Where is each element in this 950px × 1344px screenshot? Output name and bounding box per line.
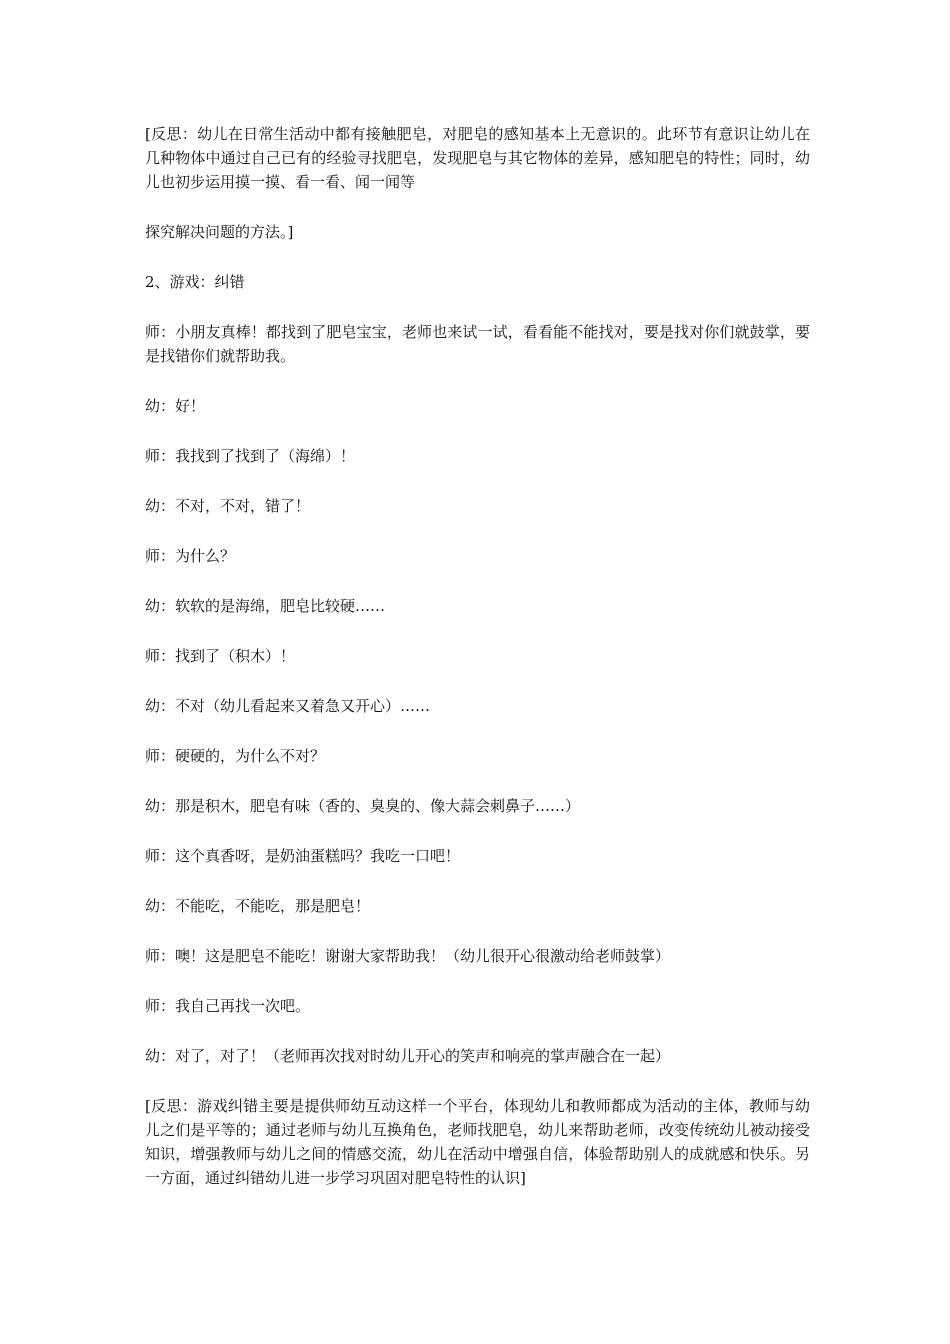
- reflection-paragraph-1: [反思：幼儿在日常生活动中都有接触肥皂，对肥皂的感知基本上无意识的。此环节有意识让幼儿在几种物体中通过自己已有的经验寻找肥皂，发现肥皂与其它物体的差异，感知肥皂的特性；同时，幼儿也初步运用摸一摸、看一看、闻一闻等: [145, 125, 810, 191]
- dialogue-line: 师：小朋友真棒！都找到了肥皂宝宝，老师也来试一试，看看能不能找对，要是找对你们就鼓掌，要是找错你们就帮助我。: [145, 323, 810, 365]
- dialogue-line: 幼：不能吃，不能吃，那是肥皂！: [145, 897, 371, 915]
- dialogue-line: 师：噢！这是肥皂不能吃！谢谢大家帮助我！（幼儿很开心很激动给老师鼓掌）: [145, 947, 671, 965]
- dialogue-line: 师：找到了（积木）！: [145, 647, 296, 665]
- dialogue-line: 师：我找到了找到了（海绵）！: [145, 447, 356, 465]
- document-body: [145, 122, 810, 1216]
- dialogue-line: 师：我自己再找一次吧。: [145, 997, 311, 1015]
- dialogue-line: 幼：好！: [145, 397, 206, 415]
- dialogue-line: 师：为什么？: [145, 547, 236, 565]
- dialogue-line: 幼：那是积木，肥皂有味（香的、臭臭的、像大蒜会刺鼻子……）: [145, 797, 581, 815]
- dialogue-line: 幼：不对，不对，错了！: [145, 497, 311, 515]
- dialogue-line: 师：硬硬的，为什么不对？: [145, 747, 326, 765]
- dialogue-line: 师：这个真香呀，是奶油蛋糕吗？我吃一口吧！: [145, 847, 461, 865]
- reflection-paragraph-1-end: 探究解决问题的方法。]: [145, 223, 294, 241]
- dialogue-line: 幼：不对（幼儿看起来又着急又开心）……: [145, 697, 431, 715]
- dialogue-line: 幼：软软的是海绵，肥皂比较硬……: [145, 597, 386, 615]
- section-heading-game: 2、游戏：纠错: [145, 273, 245, 291]
- reflection-paragraph-2: [反思：游戏纠错主要是提供师幼互动这样一个平台，体现幼儿和教师都成为活动的主体，教师与幼儿之们是平等的；通过老师与幼儿互换角色，老师找肥皂，幼儿来帮助老师，改变传统幼儿被动接受知识，增强教师与幼儿之间的情感交流，幼儿在活动中增强自信，体验帮助别人的成就感和快乐。另一方面，通过纠错幼儿进一步学习巩固对肥皂特性的认识]: [145, 1097, 810, 1187]
- dialogue-line: 幼：对了，对了！（老师再次找对时幼儿开心的笑声和响亮的掌声融合在一起）: [145, 1047, 671, 1065]
